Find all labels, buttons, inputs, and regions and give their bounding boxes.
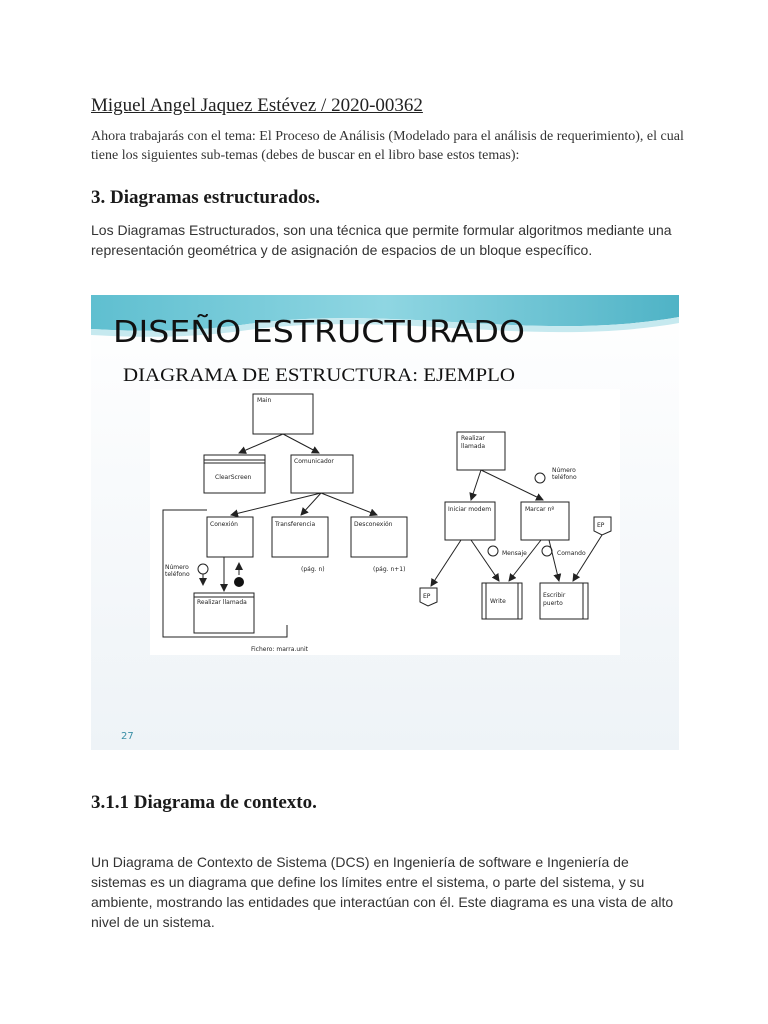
label-escribir-1: Escribir	[543, 592, 566, 599]
label-realizar-right-2: llamada	[461, 443, 486, 450]
label-numero-left-1: Número	[165, 564, 189, 571]
label-write: Write	[490, 598, 506, 605]
couple-numero-open	[198, 564, 208, 574]
slide-svg	[91, 295, 679, 750]
section-paragraph-diagramas: Los Diagramas Estructurados, son una técnica que permite formular algoritmos mediante una representación geométrica y de asignación de espacios de un bloque específico.	[91, 222, 672, 258]
couple-numero-right	[535, 473, 545, 483]
intro-paragraph: Ahora trabajarás con el tema: El Proceso de Análisis (Modelado para el análisis de requerimiento), el cual tiene los siguientes sub-temas (debes de buscar en el libro base estos temas):	[91, 129, 684, 163]
label-numero-right-1: Número	[552, 467, 576, 474]
label-realizar-right-1: Realizar	[461, 435, 485, 442]
slide-page-number: 27	[121, 731, 134, 742]
slide-subtitle: DIAGRAMA DE ESTRUCTURA: EJEMPLO	[123, 365, 515, 386]
author-heading: Miguel Angel Jaquez Estévez / 2020-00362	[91, 95, 423, 116]
slide-title: DISEÑO ESTRUCTURADO	[113, 315, 486, 350]
label-ep-top: EP	[597, 522, 605, 529]
label-pag-n: (pág. n)	[301, 566, 325, 573]
label-desconexion: Desconexión	[354, 521, 393, 528]
label-conexion: Conexión	[210, 521, 238, 528]
section-paragraph-contexto: Un Diagrama de Contexto de Sistema (DCS) en Ingeniería de software e Ingeniería de sistemas es un diagrama que define los límites entre el sistema, o parte del sistema, y su ambiente, mostrando las entidades que interactúan con él. Este diagrama es una vista de alto nivel de un sistema.	[91, 854, 674, 930]
couple-mensaje	[488, 546, 498, 556]
label-marcar: Marcar nº	[525, 506, 555, 513]
slide-image	[91, 295, 679, 750]
label-iniciar-modem: Iniciar modem	[448, 506, 492, 513]
label-ep-left: EP	[423, 593, 431, 600]
label-transferencia: Transferencia	[275, 521, 316, 528]
label-pag-n1: (pág. n+1)	[373, 566, 406, 573]
couple-flag-filled	[234, 577, 244, 587]
label-fichero: Fichero: marra.unit	[251, 646, 308, 653]
label-comunicador: Comunicador	[294, 458, 334, 465]
label-mensaje: Mensaje	[502, 550, 527, 557]
section-heading-contexto: 3.1.1 Diagrama de contexto.	[91, 792, 317, 813]
label-numero-left-2: teléfono	[165, 571, 190, 578]
section-heading-diagramas: 3. Diagramas estructurados.	[91, 187, 321, 208]
label-comando: Comando	[557, 550, 586, 557]
label-numero-right-2: teléfono	[552, 474, 577, 481]
label-escribir-2: puerto	[543, 600, 563, 607]
label-main: Main	[257, 397, 272, 404]
label-clearscreen: ClearScreen	[215, 474, 252, 481]
label-realizar-llamada-left: Realizar llamada	[197, 599, 247, 606]
